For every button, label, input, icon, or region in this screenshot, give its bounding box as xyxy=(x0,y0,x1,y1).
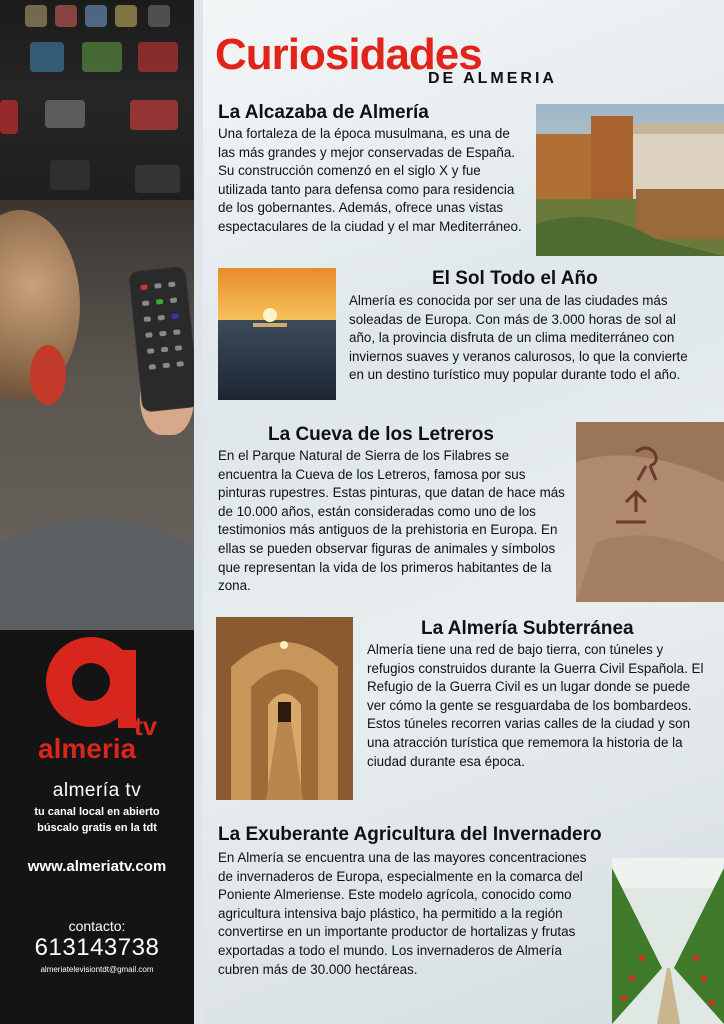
logo-tv-text: tv xyxy=(134,711,158,741)
section-text-subterranea: Almería tiene una red de bajo tierra, con túneles y refugios construidos durante la Guerra Civil Española. El Refugio de la Guerra Civil es un lugar donde se puede ver cómo la gente se resguardaba de los bombardeos. Estos túneles recorren varias calles de la ciudad y son una atracción turística que rememora la historia de la ciudad durante esa época. xyxy=(367,642,704,769)
viewer-shoulder xyxy=(0,520,194,630)
tv-screen-image xyxy=(0,0,194,230)
section-text-alcazaba: Una fortaleza de la época musulmana, es una de las más grandes y mejor conservadas de España. Su construcción comenzó en el siglo X y fue utilizada tanto para defensa como para residencia de los gobernantes. Además, ofrece unas vistas espectaculares de la ciudad y el mar Mediterráneo. xyxy=(218,126,522,234)
underground-tunnel-photo xyxy=(216,617,353,800)
section-heading-invernadero: La Exuberante Agricultura del Invernadero xyxy=(218,824,602,845)
email-link[interactable]: almeriatelevisiontdt@gmail.com xyxy=(40,965,154,974)
phone-number[interactable]: 613143738 xyxy=(34,934,160,961)
tagline-2: búscalo gratis en la tdt xyxy=(37,822,157,834)
section-text-invernadero: En Almería se encuentra una de las mayores concentraciones de invernaderos de Europa, especialmente en la comarca del Poniente Almeriense. Este modelo agrícola, conocido como agricultura intensiva bajo plástico, ha permitido a la región convertirse en un importante productor de hortalizas y frutas exportadas a todo el mundo. Los invernaderos de Almería cubren más de 30.000 hectáreas. xyxy=(218,850,587,977)
section-text-cueva: En el Parque Natural de Sierra de los Filabres se encuentra la Cueva de los Letreros, famosa por sus pinturas rupestres. Estas pinturas, que datan de hace más de 10.000 años, están consideradas como uno de los testimonios más antiguos de la prehistoria en Europa. En ellas se pueden observar figuras de animales y símbolos que representan la vida de los primeros habitantes de la zona. xyxy=(218,448,565,594)
section-heading-cueva: La Cueva de los Letreros xyxy=(268,424,494,445)
greenhouse-photo xyxy=(612,858,724,1024)
almeria-tv-logo xyxy=(36,630,176,770)
section-text-sol: Almería es conocida por ser una de las ciudades más soleadas de Europa. Con más de 3.000 horas de sol al año, la provincia disfruta de un clima mediterráneo con inviernos suaves y veranos calurosos, lo que la convierte en un destino turístico muy popular durante todo el año. xyxy=(349,293,688,383)
section-heading-alcazaba: La Alcazaba de Almería xyxy=(218,102,429,123)
contact-label: contacto: xyxy=(68,918,126,934)
page-title: Curiosidades xyxy=(215,30,482,79)
viewer-ear xyxy=(30,345,66,405)
section-heading-subterranea: La Almería Subterránea xyxy=(421,618,634,639)
tagline-1: tu canal local en abierto xyxy=(34,806,160,818)
website-link[interactable]: www.almeriatv.com xyxy=(27,858,167,875)
cave-painting-photo xyxy=(576,422,724,602)
page-subtitle: DE ALMERIA xyxy=(428,70,557,87)
logo-word-text: almeria xyxy=(38,733,137,764)
sunset-sea-photo xyxy=(218,268,336,400)
brand-name: almería tv xyxy=(52,780,142,801)
section-heading-sol: El Sol Todo el Año xyxy=(432,268,598,289)
alcazaba-fortress-photo xyxy=(536,104,724,256)
sidebar xyxy=(0,0,194,1024)
